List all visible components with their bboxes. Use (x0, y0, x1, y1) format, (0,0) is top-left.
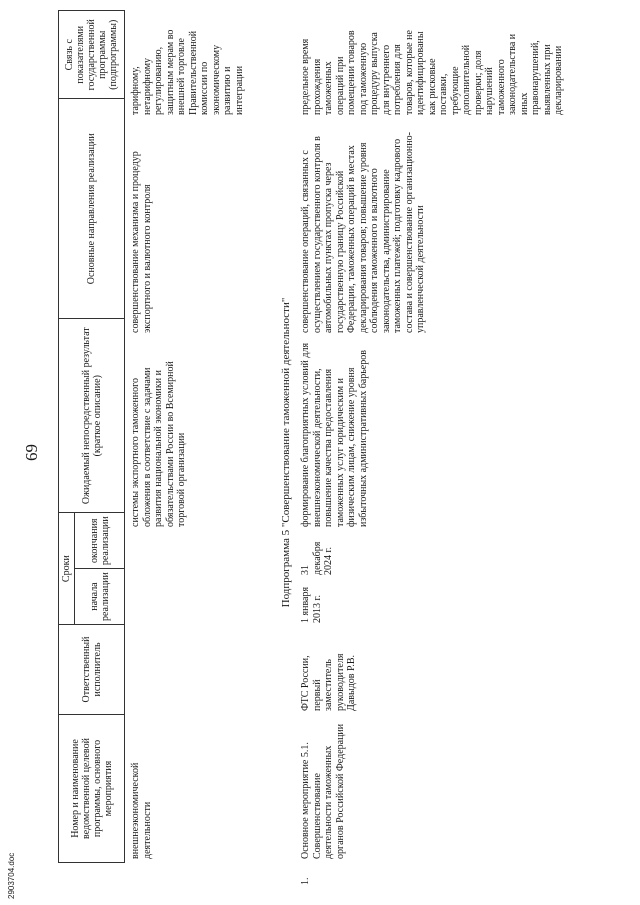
row1-indicators: предельное время прохождения таможенных операций при помещении товаров под таможенную процедуру выпуска для внутреннего потребления для товаров, которые не идентифицированы как рисковые поставки, требующие дополнительной проверки; доля нарушений таможенного законодательства и иных правонарушений, выявленных при декларировании (300, 30, 564, 115)
row1-number: 1. (300, 877, 311, 885)
header-col-directions: Основные направления реализации (59, 99, 125, 319)
subprogram-title: Подпрограмма 5 "Совершенствование таможенной деятельности" (280, 297, 292, 608)
header-col-terms: Сроки (59, 513, 75, 625)
row1-start: 1 января 2013 г. (300, 586, 323, 623)
page-number: 69 (22, 444, 41, 461)
header-col-program: Номер и наименование ведомственной целевой программы, основного мероприятия (59, 715, 125, 863)
header-col-indicators: Связь с показателями государственной программы (подпрограммы) (59, 11, 125, 99)
header-col-end: окончания реализации (75, 513, 125, 569)
header-col-start: начала реализации (75, 569, 125, 625)
row1-directions: совершенствование операций, связанных с осуществлением государственного контроля в автомобильных пунктах пропуска через государственную границу Российской Федерации, таможенных операций в местах декларирования товаров; повышение уровня соблюдения таможенного и валютного законодательства, администрирование таможенных платежей; подготовку кадрового состава и совершенствование организационно-управленческой деятельности (300, 132, 426, 333)
row1-program: Основное мероприятие 5.1. Совершенствование деятельности таможенных органов Российской Федерации (300, 723, 346, 859)
row0-program: внешнеэкономической деятельности (130, 762, 153, 859)
header-col-result: Ожидаемый непосредственный результат (краткое описание) (59, 319, 125, 513)
row1-result: формирование благоприятных условий для внешнеэкономической деятельности, повышение качества предоставления таможенных услуг юридическим и физическим лицам, снижение уровня избыточных административных барьеров (300, 342, 369, 527)
row0-directions: совершенствование механизма и процедур экспортного и валютного контроля (130, 151, 153, 333)
row1-end: 31 декабря 2024 г. (300, 541, 334, 575)
footer-code: 2903704.doc (7, 852, 16, 899)
row0-result: системы экспортного таможенного обложения в соответствие с задачами развития национальной экономики и обязательствами России во Всемирной торговой организации (130, 361, 187, 527)
row0-indicators: тарифному, нетарифному регулированию, защитным мерам во внешней торговле Правительственной комиссии по экономическому развитию и интеграции (130, 29, 245, 115)
row1-executor: ФТС России, первый заместитель руководителя Давыдов Р.В. (300, 653, 357, 711)
header-col-executor: Ответственный исполнитель (59, 625, 125, 715)
